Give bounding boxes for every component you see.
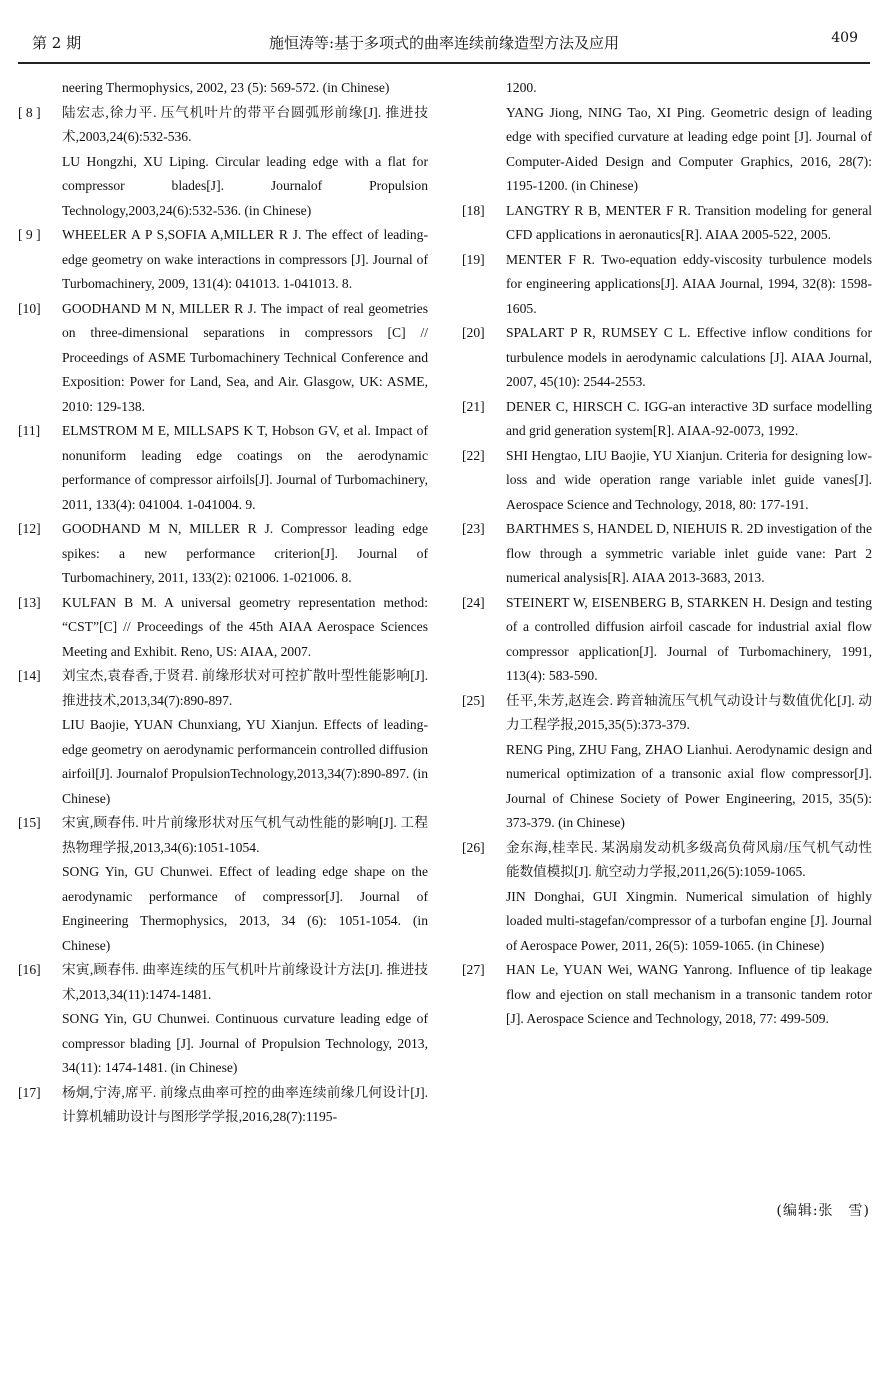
reference-entry <box>18 1081 428 1130</box>
reference-entry <box>462 321 872 395</box>
reference-number: [20] <box>462 325 485 340</box>
issue-label: 第 2 期 <box>32 34 82 52</box>
reference-text: DENER C, HIRSCH C. IGG-an interactive 3D surface modelling and grid generation system[R]. AIAA-92-0073, 1992. <box>506 398 872 438</box>
reference-body <box>506 248 872 322</box>
reference-entry <box>462 248 872 322</box>
reference-body <box>62 591 428 665</box>
reference-body <box>62 297 428 420</box>
reference-body <box>506 444 872 518</box>
reference-text: 刘宝杰,袁春香,于贤君. 前缘形状对可控扩散叶型性能影响[J]. 推进技术,2013,34(7):890-897. <box>62 668 428 708</box>
reference-number: [25] <box>462 692 485 708</box>
reference-entry <box>18 297 428 420</box>
reference-body <box>506 395 872 444</box>
reference-entry <box>18 419 428 517</box>
reference-entry <box>18 101 428 224</box>
reference-body <box>506 321 872 395</box>
reference-text: 1200. <box>506 80 537 95</box>
reference-entry <box>462 199 872 248</box>
reference-body <box>506 836 872 959</box>
reference-text: LIU Baojie, YUAN Chunxiang, YU Xianjun. Effects of leading-edge geometry on aerodynamic performancein controlled diffusion airfoil[J]. Journalof PropulsionTechnology,2013,34(7):890-897. (in Chinese) <box>62 717 428 806</box>
reference-number: [19] <box>462 251 485 267</box>
reference-text: 宋寅,顾春伟. 曲率连续的压气机叶片前缘设计方法[J]. 推进技术,2013,34(11):1474-1481. <box>62 962 428 1002</box>
reference-body <box>62 664 428 811</box>
reference-number: [17] <box>18 1084 41 1100</box>
reference-text: WHEELER A P S,SOFIA A,MILLER R J. The effect of leading-edge geometry on wake interactions in compressors [J]. Journal of Turbomachinery, 2009, 131(4): 041013. 1-041013. 8. <box>62 227 428 291</box>
reference-text: ELMSTROM M E, MILLSAPS K T, Hobson GV, et al. Impact of nonuniform leading edge coatings on the aerodynamic performance of compressor airfoils[J]. Journal of Turbomachinery, 2011, 133(4): 041004. 1-041004. 9. <box>62 423 428 512</box>
editor-note: (编辑:张 雪) <box>776 1203 870 1219</box>
reference-text: BARTHMES S, HANDEL D, NIEHUIS R. 2D investigation of the flow through a symmetric variable inlet guide vane: Part 2 numerical analysis[R]. AIAA 2013-3683, 2013. <box>506 521 872 585</box>
reference-text: SONG Yin, GU Chunwei. Continuous curvature leading edge of compressor blading [J]. Journal of Propulsion Technology, 2013, 34(11): 1474-1481. (in Chinese) <box>62 1011 428 1075</box>
reference-body <box>62 1081 428 1130</box>
running-header <box>18 30 870 54</box>
reference-number: [27] <box>462 962 485 977</box>
reference-number: [10] <box>18 300 41 316</box>
reference-text: KULFAN B M. A universal geometry representation method: “CST”[C] // Proceedings of the 45th AIAA Aerospace Sciences Meeting and Exhibit. Reno, US: AIAA, 2007. <box>62 594 428 659</box>
reference-text: 陆宏志,徐力平. 压气机叶片的带平台圆弧形前缘[J]. 推进技术,2003,24(6):532-536. <box>62 104 428 144</box>
reference-number: [12] <box>18 521 41 536</box>
reference-number: [16] <box>18 962 41 977</box>
reference-entry <box>462 836 872 959</box>
reference-text: 金东海,桂幸民. 某涡扇发动机多级高负荷风扇/压气机气动性能数值模拟[J]. 航空动力学报,2011,26(5):1059-1065. <box>506 839 872 879</box>
reference-text: LU Hongzhi, XU Liping. Circular leading edge with a flat for compressor blades[J]. Journalof Propulsion Technology,2003,24(6):532-536. (in Chinese) <box>62 153 428 218</box>
reference-number: [24] <box>462 594 485 610</box>
reference-text: HAN Le, YUAN Wei, WANG Yanrong. Influence of tip leakage flow and ejection on stall mechanism in a transonic tandem rotor [J]. Aerospace Science and Technology, 2018, 77: 499-509. <box>506 962 872 1026</box>
references-left-column <box>18 76 428 1130</box>
reference-text: 杨炯,宁涛,席平. 前缘点曲率可控的曲率连续前缘几何设计[J]. 计算机辅助设计与图形学学报,2016,28(7):1195- <box>62 1084 428 1124</box>
reference-text: SONG Yin, GU Chunwei. Effect of leading edge shape on the aerodynamic performance of compressor[J]. Journal of Engineering Thermophysics, 2013, 34 (6): 1051-1054. (in Chinese) <box>62 864 428 953</box>
reference-text: SHI Hengtao, LIU Baojie, YU Xianjun. Criteria for designing low-loss and wide operation range variable inlet guide vanes[J]. Aerospace Science and Technology, 2018, 80: 177-191. <box>506 447 872 512</box>
reference-number: [15] <box>18 815 41 830</box>
header-rule <box>18 62 870 64</box>
reference-text: 宋寅,顾春伟. 叶片前缘形状对压气机气动性能的影响[J]. 工程热物理学报,2013,34(6):1051-1054. <box>62 815 428 855</box>
reference-body <box>62 811 428 958</box>
reference-body <box>506 199 872 248</box>
reference-body <box>506 958 872 1032</box>
references-right-column <box>462 76 872 1032</box>
reference-text: JIN Donghai, GUI Xingmin. Numerical simulation of highly loaded multi-stagefan/compressor of a turbofan engine [J]. Journal of Aerospace Power, 2011, 26(5): 1059-1065. (in Chinese) <box>506 888 872 953</box>
reference-number: [26] <box>462 839 485 855</box>
reference-body <box>62 223 428 297</box>
reference-number: [13] <box>18 594 41 610</box>
reference-number: [21] <box>462 398 485 414</box>
reference-entry <box>462 444 872 518</box>
reference-text: RENG Ping, ZHU Fang, ZHAO Lianhui. Aerodynamic design and numerical optimization of a transonic axial flow compressor[J]. Journal of Chinese Society of Power Engineering, 2015, 35(5): 373-379. (in Chinese) <box>506 741 872 830</box>
reference-text: GOODHAND M N, MILLER R J. Compressor leading edge spikes: a new performance criterion[J]. Journal of Turbomachinery, 2011, 133(2): 021006. 1-021006. 8. <box>62 521 428 585</box>
reference-text: STEINERT W, EISENBERG B, STARKEN H. Design and testing of a controlled diffusion airfoil cascade for industrial axial flow compressor application[J]. Journal of Turbomachinery, 1991, 113(4): 583-590. <box>506 594 872 683</box>
reference-entry <box>462 517 872 591</box>
reference-body <box>506 517 872 591</box>
reference-entry <box>462 395 872 444</box>
reference-body <box>62 76 428 101</box>
reference-entry <box>462 591 872 689</box>
running-title: 施恒涛等:基于多项式的曲率连续前缘造型方法及应用 <box>268 34 620 52</box>
reference-entry <box>18 591 428 665</box>
reference-entry <box>462 689 872 836</box>
reference-entry <box>18 664 428 811</box>
reference-body <box>62 419 428 517</box>
reference-entry <box>18 76 428 101</box>
page-number: 409 <box>831 30 858 46</box>
reference-number: [ 8 ] <box>18 104 41 120</box>
reference-body <box>62 517 428 591</box>
reference-number: [23] <box>462 521 485 536</box>
reference-entry <box>462 76 872 199</box>
reference-entry <box>18 811 428 958</box>
reference-text: GOODHAND M N, MILLER R J. The impact of real geometries on three-dimensional separations in compressors [C] // Proceedings of ASME Turbomachinery Technical Conference and Exposition: Power for Land, Sea, and Air. Glasgow, UK: ASME, 2010: 129-138. <box>62 300 428 414</box>
reference-number: [11] <box>18 423 41 438</box>
reference-entry <box>462 958 872 1032</box>
reference-text: SPALART P R, RUMSEY C L. Effective inflow conditions for turbulence models in aerodynamic calculations [J]. AIAA Journal, 2007, 45(10): 2544-2553. <box>506 325 872 389</box>
reference-text: neering Thermophysics, 2002, 23 (5): 569-572. (in Chinese) <box>62 80 390 95</box>
reference-entry <box>18 958 428 1081</box>
reference-number: [14] <box>18 668 41 683</box>
reference-text: YANG Jiong, NING Tao, XI Ping. Geometric design of leading edge with specified curvature at leading edge point [J]. Journal of Computer-Aided Design and Computer Graphics, 2016, 28(7): 1195-1200. (in Chinese) <box>506 104 872 193</box>
reference-body <box>62 958 428 1081</box>
reference-body <box>506 76 872 199</box>
reference-text: LANGTRY R B, MENTER F R. Transition modeling for general CFD applications in aeronautics[R]. AIAA 2005-522, 2005. <box>506 202 872 242</box>
reference-body <box>506 689 872 836</box>
reference-body <box>62 101 428 224</box>
reference-text: MENTER F R. Two-equation eddy-viscosity turbulence models for engineering applications[J]. AIAA Journal, 1994, 32(8): 1598-1605. <box>506 251 872 316</box>
reference-body <box>506 591 872 689</box>
reference-number: [18] <box>462 202 485 218</box>
reference-entry <box>18 223 428 297</box>
reference-entry <box>18 517 428 591</box>
reference-number: [ 9 ] <box>18 227 41 242</box>
reference-number: [22] <box>462 447 485 463</box>
reference-text: 任平,朱芳,赵连会. 跨音轴流压气机气动设计与数值优化[J]. 动力工程学报,2015,35(5):373-379. <box>506 692 872 732</box>
